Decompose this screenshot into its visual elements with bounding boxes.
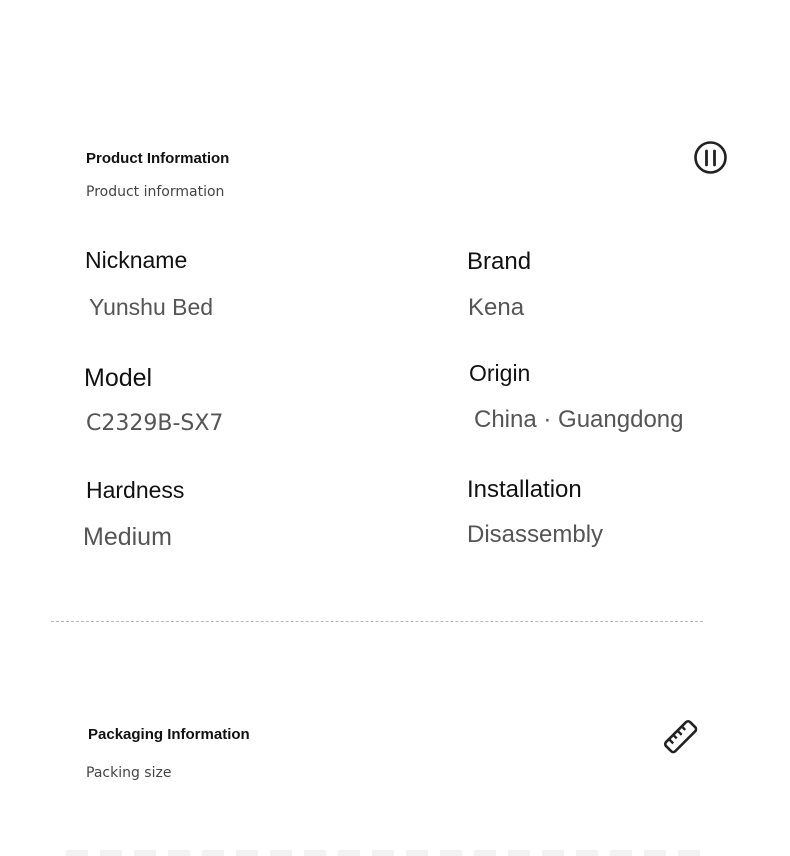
model-value: C2329B-SX7 [86, 411, 224, 436]
installation-value: Disassembly [467, 521, 604, 548]
brand-label: Brand [467, 248, 532, 275]
packaging-info-subtitle: Packing size [86, 765, 172, 781]
nickname-value: Yunshu Bed [89, 294, 214, 320]
hardness-label: Hardness [86, 477, 185, 503]
origin-value: China · Guangdong [474, 406, 684, 433]
info-circle-icon [693, 140, 728, 175]
origin-label: Origin [469, 360, 531, 386]
nickname-label: Nickname [85, 247, 188, 273]
cutoff-content [66, 850, 706, 856]
ruler-icon [661, 717, 701, 757]
installation-label: Installation [467, 476, 582, 503]
product-info-title: Product Information [86, 150, 230, 167]
brand-value: Kena [468, 294, 525, 321]
section-divider [51, 621, 703, 622]
hardness-value: Medium [83, 523, 172, 551]
product-info-subtitle: Product information [86, 184, 225, 200]
packaging-info-title: Packaging Information [88, 726, 250, 743]
model-label: Model [84, 364, 153, 392]
